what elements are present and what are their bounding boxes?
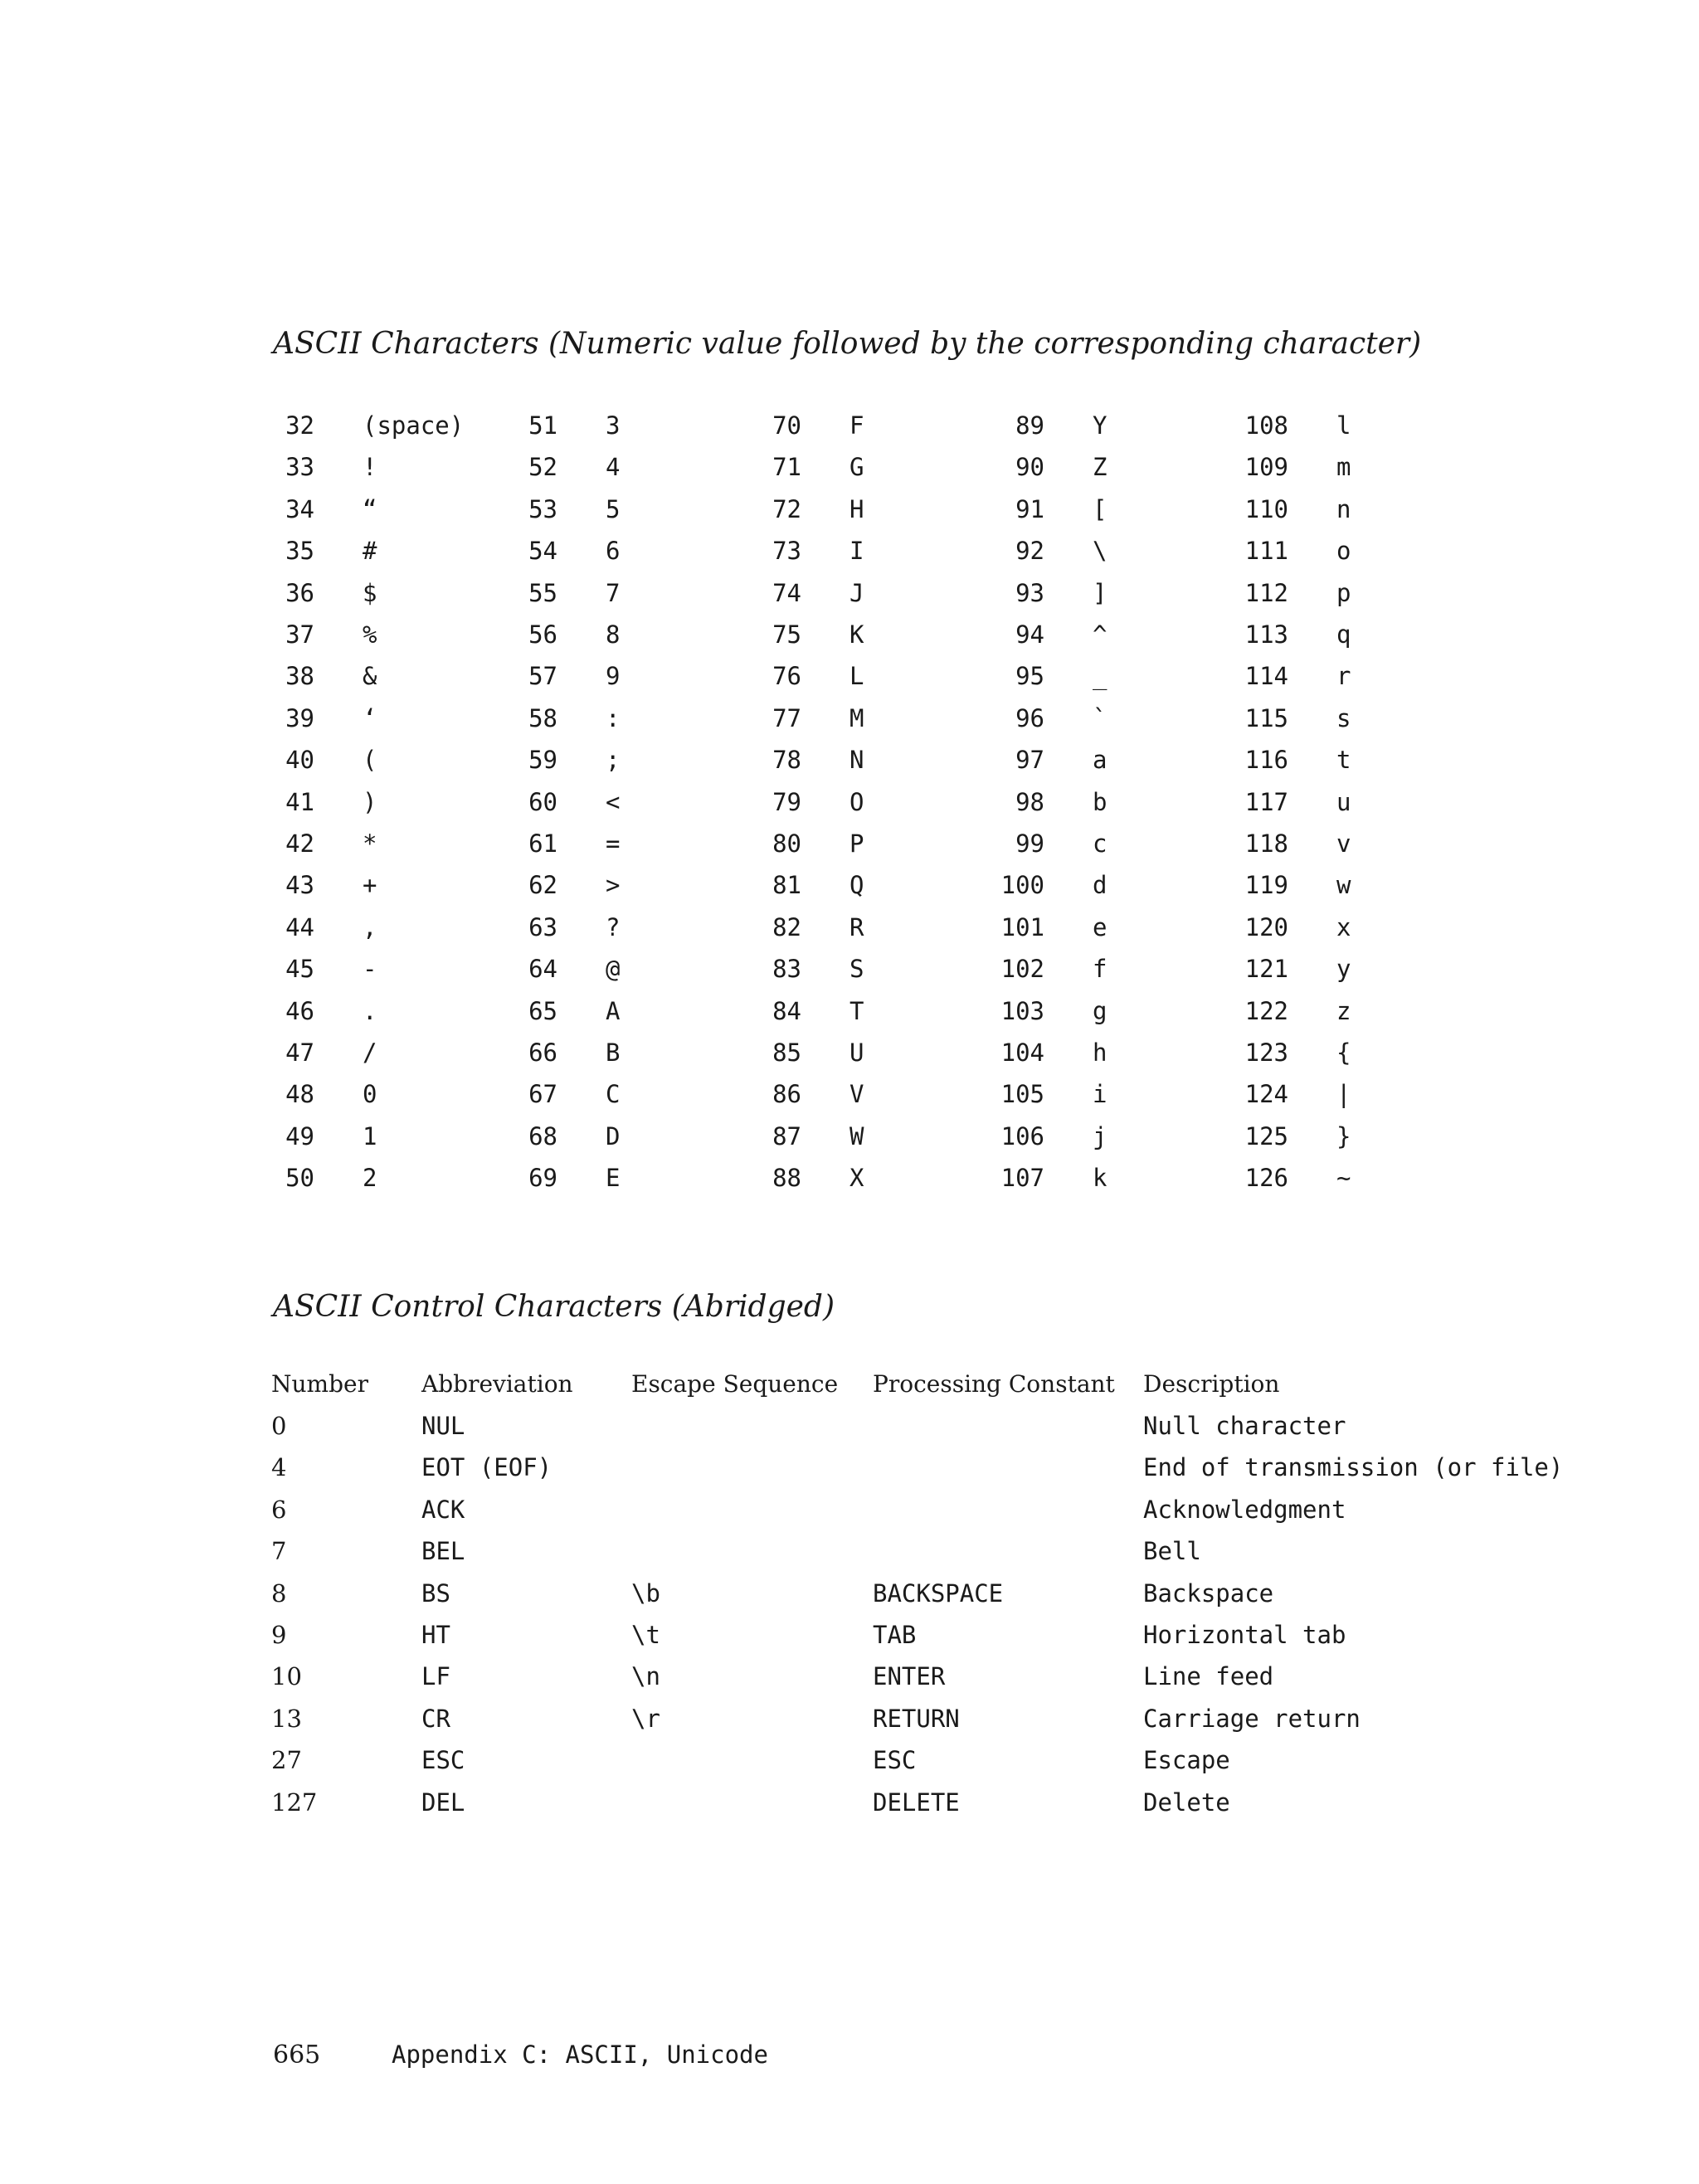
- ascii-code: 102: [1000, 955, 1044, 983]
- ascii-character: Y: [1093, 411, 1108, 440]
- ascii-character: ?: [606, 913, 621, 941]
- ascii-code: 39: [285, 704, 314, 732]
- ascii-character: 3: [606, 411, 621, 440]
- ascii-code: 112: [1244, 579, 1288, 607]
- ascii-code: 72: [772, 495, 801, 523]
- ascii-code: 87: [772, 1122, 801, 1150]
- ascii-character: f: [1093, 955, 1108, 983]
- page-number: 665: [273, 2041, 321, 2070]
- ascii-character: L: [850, 662, 864, 690]
- ascii-code: 107: [1000, 1164, 1044, 1192]
- control-number: 127: [271, 1788, 318, 1817]
- header-number: Number: [271, 1370, 368, 1398]
- ascii-code: 54: [528, 537, 557, 565]
- control-number: 9: [271, 1621, 287, 1649]
- control-number: 13: [271, 1705, 302, 1733]
- ascii-character: !: [363, 453, 377, 481]
- ascii-code: 45: [285, 955, 314, 983]
- ascii-character: u: [1336, 788, 1351, 816]
- ascii-code: 62: [528, 871, 557, 899]
- ascii-code: 93: [1015, 579, 1044, 607]
- ascii-character: 1: [363, 1122, 377, 1150]
- control-processing-constant: ESC: [873, 1746, 917, 1774]
- ascii-character: ;: [606, 746, 621, 774]
- ascii-character: _: [1093, 662, 1108, 690]
- ascii-code: 82: [772, 913, 801, 941]
- ascii-code: 109: [1244, 453, 1288, 481]
- ascii-character: 7: [606, 579, 621, 607]
- header-abbreviation: Abbreviation: [421, 1370, 573, 1398]
- control-description: Horizontal tab: [1143, 1621, 1346, 1649]
- ascii-code: 35: [285, 537, 314, 565]
- ascii-code: 73: [772, 537, 801, 565]
- control-number: 10: [271, 1662, 302, 1690]
- ascii-code: 65: [528, 997, 557, 1025]
- ascii-character: c: [1093, 829, 1108, 858]
- ascii-code: 99: [1015, 829, 1044, 858]
- ascii-code: 106: [1000, 1122, 1044, 1150]
- ascii-code: 104: [1000, 1038, 1044, 1067]
- ascii-character: d: [1093, 871, 1108, 899]
- control-description: Delete: [1143, 1788, 1230, 1817]
- ascii-code: 120: [1244, 913, 1288, 941]
- ascii-character: X: [850, 1164, 864, 1192]
- ascii-code: 84: [772, 997, 801, 1025]
- ascii-code: 67: [528, 1080, 557, 1108]
- ascii-character: *: [363, 829, 377, 858]
- ascii-character: >: [606, 871, 621, 899]
- ascii-code: 68: [528, 1122, 557, 1150]
- ascii-code: 116: [1244, 746, 1288, 774]
- control-abbreviation: ESC: [421, 1746, 465, 1774]
- ascii-character: K: [850, 620, 864, 649]
- control-abbreviation: EOT (EOF): [421, 1453, 553, 1481]
- ascii-character: C: [606, 1080, 621, 1108]
- ascii-code: 113: [1244, 620, 1288, 649]
- control-escape-sequence: \b: [631, 1579, 660, 1608]
- ascii-code: 122: [1244, 997, 1288, 1025]
- control-description: Acknowledgment: [1143, 1496, 1346, 1524]
- control-processing-constant: TAB: [873, 1621, 917, 1649]
- ascii-character: x: [1336, 913, 1351, 941]
- ascii-character: W: [850, 1122, 864, 1150]
- ascii-code: 108: [1244, 411, 1288, 440]
- ascii-character: 8: [606, 620, 621, 649]
- ascii-character: a: [1093, 746, 1108, 774]
- ascii-code: 95: [1015, 662, 1044, 690]
- ascii-code: 117: [1244, 788, 1288, 816]
- ascii-code: 121: [1244, 955, 1288, 983]
- ascii-character: ): [363, 788, 377, 816]
- ascii-code: 94: [1015, 620, 1044, 649]
- ascii-character: T: [850, 997, 864, 1025]
- ascii-code: 40: [285, 746, 314, 774]
- header-processing-constant: Processing Constant: [873, 1370, 1115, 1398]
- control-description: Line feed: [1143, 1662, 1274, 1690]
- ascii-code: 90: [1015, 453, 1044, 481]
- ascii-character: y: [1336, 955, 1351, 983]
- ascii-character: ,: [363, 913, 377, 941]
- ascii-code: 66: [528, 1038, 557, 1067]
- ascii-character: g: [1093, 997, 1108, 1025]
- ascii-character: 4: [606, 453, 621, 481]
- ascii-code: 70: [772, 411, 801, 440]
- ascii-character: 9: [606, 662, 621, 690]
- control-processing-constant: DELETE: [873, 1788, 960, 1817]
- ascii-character: ~: [1336, 1164, 1351, 1192]
- control-escape-sequence: \n: [631, 1662, 660, 1690]
- ascii-code: 126: [1244, 1164, 1288, 1192]
- ascii-code: 74: [772, 579, 801, 607]
- ascii-character: (: [363, 746, 377, 774]
- control-abbreviation: NUL: [421, 1412, 465, 1440]
- ascii-code: 92: [1015, 537, 1044, 565]
- control-number: 27: [271, 1746, 302, 1774]
- ascii-character: i: [1093, 1080, 1108, 1108]
- ascii-code: 37: [285, 620, 314, 649]
- ascii-code: 55: [528, 579, 557, 607]
- ascii-character: h: [1093, 1038, 1108, 1067]
- ascii-code: 41: [285, 788, 314, 816]
- ascii-code: 32: [285, 411, 314, 440]
- ascii-character: e: [1093, 913, 1108, 941]
- control-abbreviation: LF: [421, 1662, 450, 1690]
- ascii-character: P: [850, 829, 864, 858]
- ascii-character: l: [1336, 411, 1351, 440]
- ascii-character: Z: [1093, 453, 1108, 481]
- ascii-code: 125: [1244, 1122, 1288, 1150]
- ascii-code: 86: [772, 1080, 801, 1108]
- ascii-character: o: [1336, 537, 1351, 565]
- ascii-character: -: [363, 955, 377, 983]
- ascii-code: 124: [1244, 1080, 1288, 1108]
- ascii-code: 114: [1244, 662, 1288, 690]
- ascii-character: &: [363, 662, 377, 690]
- ascii-character: Q: [850, 871, 864, 899]
- ascii-character: V: [850, 1080, 864, 1108]
- ascii-control-characters-heading: ASCII Control Characters (Abridged): [273, 1290, 835, 1324]
- control-abbreviation: ACK: [421, 1496, 465, 1524]
- ascii-character: {: [1336, 1038, 1351, 1067]
- ascii-character: ]: [1093, 579, 1108, 607]
- ascii-character: H: [850, 495, 864, 523]
- ascii-character: %: [363, 620, 377, 649]
- ascii-code: 58: [528, 704, 557, 732]
- control-abbreviation: BS: [421, 1579, 450, 1608]
- ascii-character: O: [850, 788, 864, 816]
- ascii-character: b: [1093, 788, 1108, 816]
- ascii-code: 56: [528, 620, 557, 649]
- ascii-character: J: [850, 579, 864, 607]
- ascii-character: 5: [606, 495, 621, 523]
- ascii-code: 98: [1015, 788, 1044, 816]
- ascii-code: 80: [772, 829, 801, 858]
- ascii-code: 47: [285, 1038, 314, 1067]
- control-abbreviation: CR: [421, 1705, 450, 1733]
- ascii-character: <: [606, 788, 621, 816]
- ascii-character: 6: [606, 537, 621, 565]
- control-escape-sequence: \r: [631, 1705, 660, 1733]
- ascii-character: D: [606, 1122, 621, 1150]
- ascii-character: /: [363, 1038, 377, 1067]
- ascii-character: ^: [1093, 620, 1108, 649]
- ascii-code: 42: [285, 829, 314, 858]
- ascii-code: 111: [1244, 537, 1288, 565]
- control-number: 4: [271, 1453, 287, 1481]
- ascii-code: 105: [1000, 1080, 1044, 1108]
- ascii-character: n: [1336, 495, 1351, 523]
- ascii-code: 33: [285, 453, 314, 481]
- ascii-code: 52: [528, 453, 557, 481]
- ascii-code: 49: [285, 1122, 314, 1150]
- control-processing-constant: BACKSPACE: [873, 1579, 1004, 1608]
- ascii-character: A: [606, 997, 621, 1025]
- ascii-code: 69: [528, 1164, 557, 1192]
- ascii-character: [: [1093, 495, 1108, 523]
- ascii-character: M: [850, 704, 864, 732]
- ascii-character: #: [363, 537, 377, 565]
- control-processing-constant: ENTER: [873, 1662, 946, 1690]
- ascii-code: 57: [528, 662, 557, 690]
- ascii-code: 77: [772, 704, 801, 732]
- ascii-character: @: [606, 955, 621, 983]
- ascii-character: F: [850, 411, 864, 440]
- control-description: Bell: [1143, 1537, 1201, 1565]
- ascii-character: S: [850, 955, 864, 983]
- ascii-code: 83: [772, 955, 801, 983]
- ascii-character: `: [1093, 704, 1108, 732]
- ascii-character: B: [606, 1038, 621, 1067]
- ascii-code: 78: [772, 746, 801, 774]
- ascii-character: I: [850, 537, 864, 565]
- ascii-code: 123: [1244, 1038, 1288, 1067]
- control-abbreviation: BEL: [421, 1537, 465, 1565]
- ascii-code: 63: [528, 913, 557, 941]
- ascii-code: 48: [285, 1080, 314, 1108]
- ascii-character: G: [850, 453, 864, 481]
- ascii-character: +: [363, 871, 377, 899]
- ascii-character: ‘: [363, 704, 377, 732]
- ascii-code: 46: [285, 997, 314, 1025]
- ascii-code: 81: [772, 871, 801, 899]
- control-description: Null character: [1143, 1412, 1346, 1440]
- ascii-character: (space): [363, 411, 465, 440]
- control-description: Escape: [1143, 1746, 1230, 1774]
- ascii-character: E: [606, 1164, 621, 1192]
- ascii-character: z: [1336, 997, 1351, 1025]
- ascii-code: 101: [1000, 913, 1044, 941]
- ascii-code: 51: [528, 411, 557, 440]
- ascii-character: }: [1336, 1122, 1351, 1150]
- ascii-character: m: [1336, 453, 1351, 481]
- ascii-character: \: [1093, 537, 1108, 565]
- ascii-code: 89: [1015, 411, 1044, 440]
- ascii-code: 76: [772, 662, 801, 690]
- ascii-code: 53: [528, 495, 557, 523]
- ascii-character: $: [363, 579, 377, 607]
- ascii-code: 119: [1244, 871, 1288, 899]
- ascii-code: 34: [285, 495, 314, 523]
- ascii-character: U: [850, 1038, 864, 1067]
- ascii-code: 97: [1015, 746, 1044, 774]
- ascii-code: 115: [1244, 704, 1288, 732]
- control-escape-sequence: \t: [631, 1621, 660, 1649]
- control-processing-constant: RETURN: [873, 1705, 960, 1733]
- control-number: 7: [271, 1537, 287, 1565]
- control-description: Carriage return: [1143, 1705, 1361, 1733]
- control-number: 8: [271, 1579, 287, 1608]
- ascii-code: 60: [528, 788, 557, 816]
- ascii-character: .: [363, 997, 377, 1025]
- ascii-code: 103: [1000, 997, 1044, 1025]
- ascii-characters-heading: ASCII Characters (Numeric value followed by the corresponding character): [273, 327, 1422, 361]
- ascii-character: 2: [363, 1164, 377, 1192]
- control-description: End of transmission (or file): [1143, 1453, 1564, 1481]
- ascii-character: :: [606, 704, 621, 732]
- ascii-code: 100: [1000, 871, 1044, 899]
- ascii-character: j: [1093, 1122, 1108, 1150]
- ascii-character: r: [1336, 662, 1351, 690]
- control-number: 6: [271, 1496, 287, 1524]
- header-escape-sequence: Escape Sequence: [631, 1370, 839, 1398]
- control-abbreviation: HT: [421, 1621, 450, 1649]
- ascii-character: v: [1336, 829, 1351, 858]
- ascii-code: 75: [772, 620, 801, 649]
- ascii-code: 43: [285, 871, 314, 899]
- ascii-character: q: [1336, 620, 1351, 649]
- ascii-character: p: [1336, 579, 1351, 607]
- ascii-code: 64: [528, 955, 557, 983]
- ascii-character: “: [363, 495, 377, 523]
- ascii-character: k: [1093, 1164, 1108, 1192]
- control-description: Backspace: [1143, 1579, 1274, 1608]
- ascii-code: 91: [1015, 495, 1044, 523]
- ascii-code: 61: [528, 829, 557, 858]
- ascii-character: w: [1336, 871, 1351, 899]
- ascii-character: s: [1336, 704, 1351, 732]
- ascii-code: 59: [528, 746, 557, 774]
- ascii-character: N: [850, 746, 864, 774]
- header-description: Description: [1143, 1370, 1280, 1398]
- ascii-code: 96: [1015, 704, 1044, 732]
- ascii-code: 85: [772, 1038, 801, 1067]
- ascii-code: 110: [1244, 495, 1288, 523]
- ascii-character: =: [606, 829, 621, 858]
- ascii-character: t: [1336, 746, 1351, 774]
- ascii-code: 88: [772, 1164, 801, 1192]
- control-abbreviation: DEL: [421, 1788, 465, 1817]
- ascii-code: 118: [1244, 829, 1288, 858]
- control-number: 0: [271, 1412, 287, 1440]
- ascii-character: |: [1336, 1080, 1351, 1108]
- ascii-code: 36: [285, 579, 314, 607]
- ascii-character: R: [850, 913, 864, 941]
- ascii-code: 50: [285, 1164, 314, 1192]
- ascii-character: 0: [363, 1080, 377, 1108]
- ascii-code: 79: [772, 788, 801, 816]
- ascii-code: 44: [285, 913, 314, 941]
- ascii-code: 71: [772, 453, 801, 481]
- ascii-code: 38: [285, 662, 314, 690]
- running-title: Appendix C: ASCII, Unicode: [392, 2041, 768, 2069]
